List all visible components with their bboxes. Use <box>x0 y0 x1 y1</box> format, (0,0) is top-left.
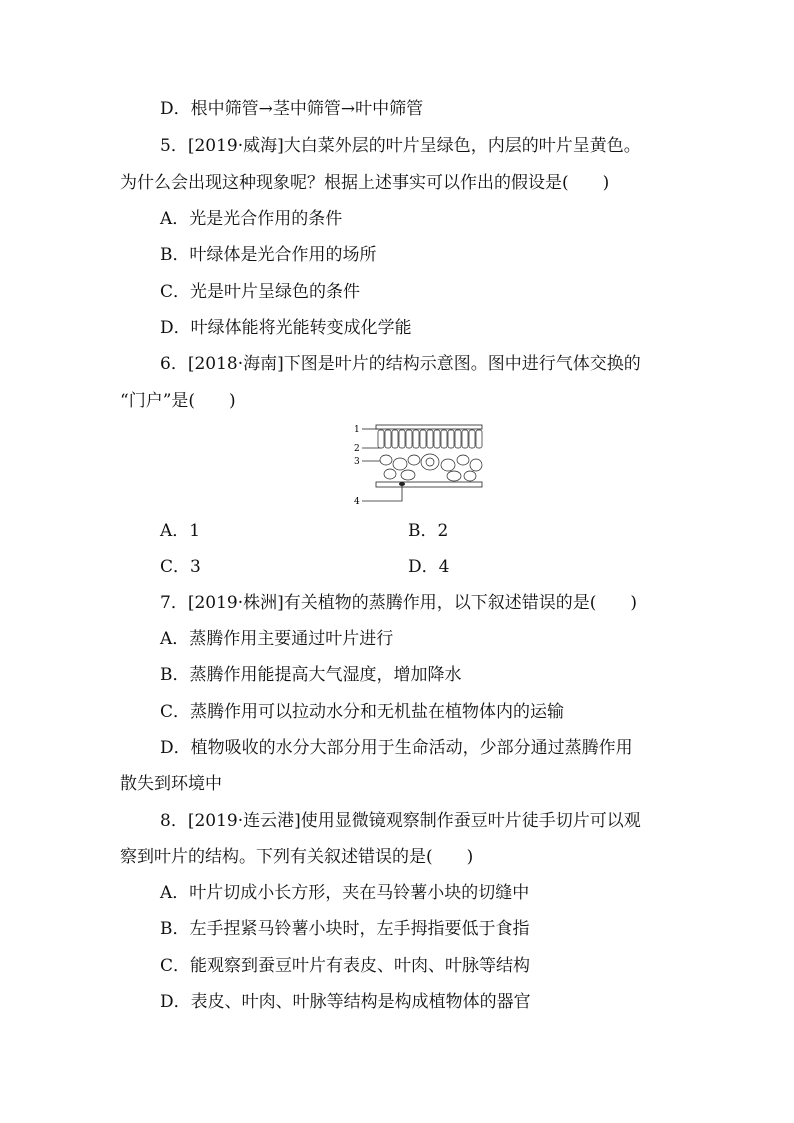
q5-option-d: D．叶绿体能将光能转变成化学能 <box>160 318 412 338</box>
q6-stem-line2: “门户”是( ) <box>120 391 236 411</box>
q6-option-c: C．3 <box>160 557 201 577</box>
q7-option-d-line1: D．植物吸收的水分大部分用于生命活动，少部分通过蒸腾作用 <box>160 738 633 758</box>
q5-stem-line1: 5．[2019·威海]大白菜外层的叶片呈绿色，内层的叶片呈黄色。 <box>160 136 641 156</box>
q6-option-d: D．4 <box>408 557 450 577</box>
q7-option-a: A．蒸腾作用主要通过叶片进行 <box>160 629 394 649</box>
q7-stem: 7．[2019·株洲]有关植物的蒸腾作用，以下叙述错误的是( ) <box>160 593 638 613</box>
q8-stem-line1: 8．[2019·连云港]使用显微镜观察制作蚕豆叶片徒手切片可以观 <box>160 811 641 831</box>
q8-option-c: C．能观察到蚕豆叶片有表皮、叶肉、叶脉等结构 <box>160 956 531 976</box>
q4-option-d: D．根中筛管→茎中筛管→叶中筛管 <box>160 99 424 119</box>
q7-option-d-line2: 散失到环境中 <box>120 774 222 794</box>
diagram-label-1: 1 <box>354 425 360 435</box>
q5-stem-line2: 为什么会出现这种现象呢？根据上述事实可以作出的假设是( ) <box>120 173 610 193</box>
q6-option-b: B．2 <box>408 521 449 541</box>
q5-option-a: A．光是光合作用的条件 <box>160 209 343 229</box>
q6-stem-line1: 6．[2018·海南]下图是叶片的结构示意图。图中进行气体交换的 <box>160 354 641 374</box>
q8-option-d: D．表皮、叶肉、叶脉等结构是构成植物体的器官 <box>160 992 531 1012</box>
q8-stem-line2: 察到叶片的结构。下列有关叙述错误的是( ) <box>120 847 474 867</box>
q7-option-c: C．蒸腾作用可以拉动水分和无机盐在植物体内的运输 <box>160 702 565 722</box>
q8-option-a: A．叶片切成小长方形，夹在马铃薯小块的切缝中 <box>160 883 530 903</box>
q5-option-c: C．光是叶片呈绿色的条件 <box>160 282 361 302</box>
q5-option-b: B．叶绿体是光合作用的场所 <box>160 245 377 265</box>
diagram-label-2: 2 <box>354 444 360 454</box>
q7-option-b: B．蒸腾作用能提高大气湿度，增加降水 <box>160 665 462 685</box>
q8-option-b: B．左手捏紧马铃薯小块时，左手拇指要低于食指 <box>160 919 530 939</box>
diagram-label-3: 3 <box>354 457 360 467</box>
diagram-label-4: 4 <box>354 497 360 507</box>
q6-option-a: A．1 <box>160 521 201 541</box>
leaf-structure-diagram <box>350 420 490 510</box>
